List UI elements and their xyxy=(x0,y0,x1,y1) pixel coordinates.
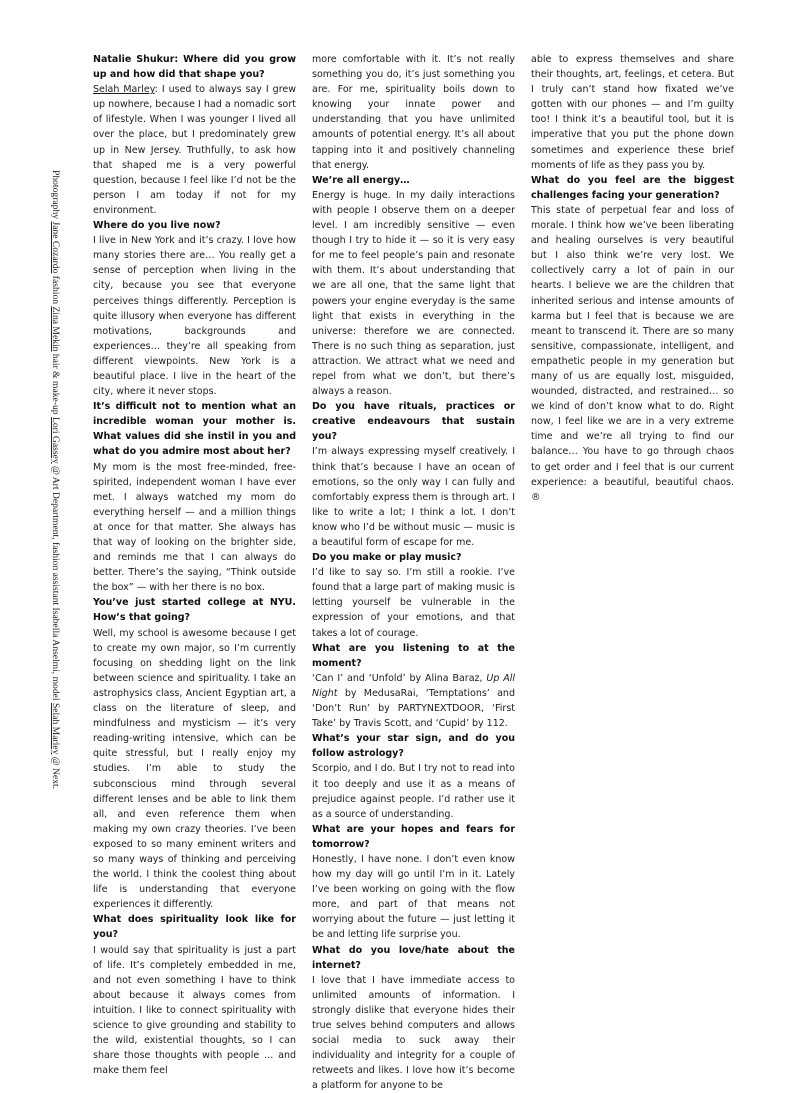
interviewee-name: Selah Marley xyxy=(93,84,155,96)
question: What do you feel are the biggest challenges facing your generation? xyxy=(531,174,734,201)
text-column-3 xyxy=(531,52,734,1057)
answer: I’m always expressing myself creatively. I think that’s because I have an ocean of emotions, so the only way I can fully and comfortably express them is through art. I like to write a lot; I think a lot. I don’t know who I’d be without music — music is a beautiful form of escape for me. xyxy=(312,446,515,548)
answer: Well, my school is awesome because I get to create my own major, so I’m currently focusing on shedding light on the link between science and spirituality. I take an astrophysics class, Ancient Egyptian art, a class on the literature of sleep, and mindfulness and mysticism — it’s very reading-writing intensive, which can be quite stressful, but I really enjoy my studies. I’m able to study the subconscious mind through several different lenses and be able to link them all, and even reference them when making my own crazy theories. I’ve been exposed to so many eminent writers and so many ways of thinking and perceiving the world. I think the coolest thing about life is understanding that everyone experiences it differently. xyxy=(93,627,296,911)
question: Where do you live now? xyxy=(93,220,221,232)
answer: I love that I have immediate access to unlimited amounts of information. I strongly dislike that everyone hides their true selves behind computers and allows social media to suck away their individuality and integrity for a couple of retweets and likes. I love how it’s become a platform for anyone to be xyxy=(312,974,515,1092)
question: You’ve just started college at NYU. How’s that going? xyxy=(93,597,296,624)
answer: I’d like to say so. I’m still a rookie. I’ve found that a large part of making music is letting yourself be vulnerable in the expression of your emotions, and that takes a lot of courage. xyxy=(312,567,515,639)
answer-text: : I used to always say I grew up nowhere, because I had a nomadic sort of lifestyle. When I was younger I lived all over the place, but I predominately grew up in New Jersey. Truthfully, to ask how that shaped me is a very powerful question, because I feel like I’d not be the person I am today if not for my environment. xyxy=(93,84,297,216)
answer: more comfortable with it. It’s not really something you do, it’s just something you are. For me, spirituality boils down to knowing your innate power and understanding that you have unlimited amounts of potential energy. It’s all about tapping into it and positively channeling that energy. xyxy=(312,54,515,171)
answer: Scorpio, and I do. But I try not to read into it too deeply and use it as a means of prejudice against people. I’d rather use it as a source of understanding. xyxy=(312,763,515,820)
answer xyxy=(312,671,515,731)
question: What does spirituality look like for you? xyxy=(93,914,296,941)
question: We’re all energy… xyxy=(312,174,410,186)
question: What are you listening to at the moment? xyxy=(312,642,515,669)
answer xyxy=(531,203,734,505)
answer: able to express themselves and share their thoughts, art, feelings, et cetera. But I truly can’t stand how fixated we’ve gotten with our phones — and I’m guilty too! I think it’s a beautiful tool, but it is imperative that you put the phone down sometimes and experience these brief moments of life as they pass you by. xyxy=(531,54,734,171)
credit-text: @ Art Department, fashion assistant Isabella Anselmi, model xyxy=(50,463,61,703)
answer-text: by MedusaRai, ‘Temptations’ and ‘Don’t Run’ by PARTYNEXTDOOR, ‘First Take’ by Travis Scott, and ‘Cupid’ by 112. xyxy=(312,687,515,730)
answer: I live in New York and it’s crazy. I love how many stories there are… You really get a sense of perception when living in the city, because you see that everyone perceives things differently. Perception is quite illusory when everyone has different motivations, backgrounds and experiences… they’re all speaking from different viewpoints. New York is a beautiful place. I live in the heart of the city, where it never stops. xyxy=(93,235,296,398)
question: Natalie Shukur: Where did you grow up and how did that shape you? xyxy=(93,54,296,81)
answer: I would say that spirituality is just a part of life. It’s completely embedded in me, and not even something I have to think about because it always comes from intuition. I like to connect spirituality with science to give grounding and stability to the wild, existential thoughts, so I can share those thoughts with people … and make them feel xyxy=(93,944,296,1077)
credit-text: fashion xyxy=(50,273,61,307)
credit-photographer: Jane Cozardo xyxy=(50,221,61,274)
question: Do you have rituals, practices or creative endeavours that sustain you? xyxy=(312,401,515,443)
question: What’s your star sign, and do you follow astrology? xyxy=(312,733,515,760)
song-title: Up All Night xyxy=(312,672,516,699)
credit-text: Photography xyxy=(50,170,61,222)
question: It’s difficult not to mention what an incredible woman your mother is. What values did she instil in you and what do you admire most about her? xyxy=(93,401,296,458)
credit-text: @ Next. xyxy=(50,754,61,790)
text-column-1 xyxy=(93,52,297,1077)
question: What do you love/hate about the internet? xyxy=(312,944,515,971)
answer: My mom is the most free-minded, free-spirited, independent woman I have ever met. I always watched my mom do everything herself — and a million things at once for that matter. She always has that way of looking on the brighter side, and reminds me that I can always do better. There’s the saying, “Think outside the box” — with her there is no box. xyxy=(93,461,296,594)
answer-text: This state of perpetual fear and loss of morale. I think how we’ve been liberating and healing ourselves is very beautiful but I also think we’re very lost. We collectively carry a lot of pain in our hearts. I believe we are the children that inherited serious and intense amounts of karma but I feel that is because we are meant to transcend it. There are so many sensitive, compassionate, intelligent, and empathetic people in my generation but many of us are equally lost, misguided, wounded, distracted, and restrained… so we kind of don’t know what to do. Right now, I feel like we are in a very extreme time and we’re all trying to find our balance… You have to go through chaos to get order and I feel that is our current experience: a beautiful, beautiful chaos. xyxy=(531,204,734,488)
photo-credits xyxy=(50,170,61,789)
credit-makeup: Lori Gassey xyxy=(50,417,61,464)
answer-text: ‘Can I’ and ‘Unfold’ by Alina Baraz, xyxy=(312,672,487,684)
end-mark-icon: ® xyxy=(531,491,541,503)
answer: Energy is huge. In my daily interactions with people I observe them on a deeper level. I am incredibly sensitive — even though I try to hide it — so it is very easy for me to feel people’s pain and resonate with them. It’s about understanding that we are all one, that the same light that powers your engine everyday is the same light that exists in everything in the universe: therefore we are connected. There is no such thing as separation, just attraction. We attract what we need and repel from what we don’t, but there’s always a reason. xyxy=(312,189,515,398)
credit-stylist: Zina Mekin xyxy=(50,306,61,352)
credit-model: Selah Marley xyxy=(50,702,61,755)
question: What are your hopes and fears for tomorrow? xyxy=(312,823,515,850)
text-column-2 xyxy=(312,52,516,1092)
credit-text: hair & make-up xyxy=(50,351,61,418)
answer xyxy=(93,82,296,218)
answer: Honestly, I have none. I don’t even know how my day will go until I’m in it. Lately I’ve been working on going with the flow more, and part of that means not worrying about the future — just letting it be and letting life surprise you. xyxy=(312,853,515,941)
question: Do you make or play music? xyxy=(312,552,462,564)
